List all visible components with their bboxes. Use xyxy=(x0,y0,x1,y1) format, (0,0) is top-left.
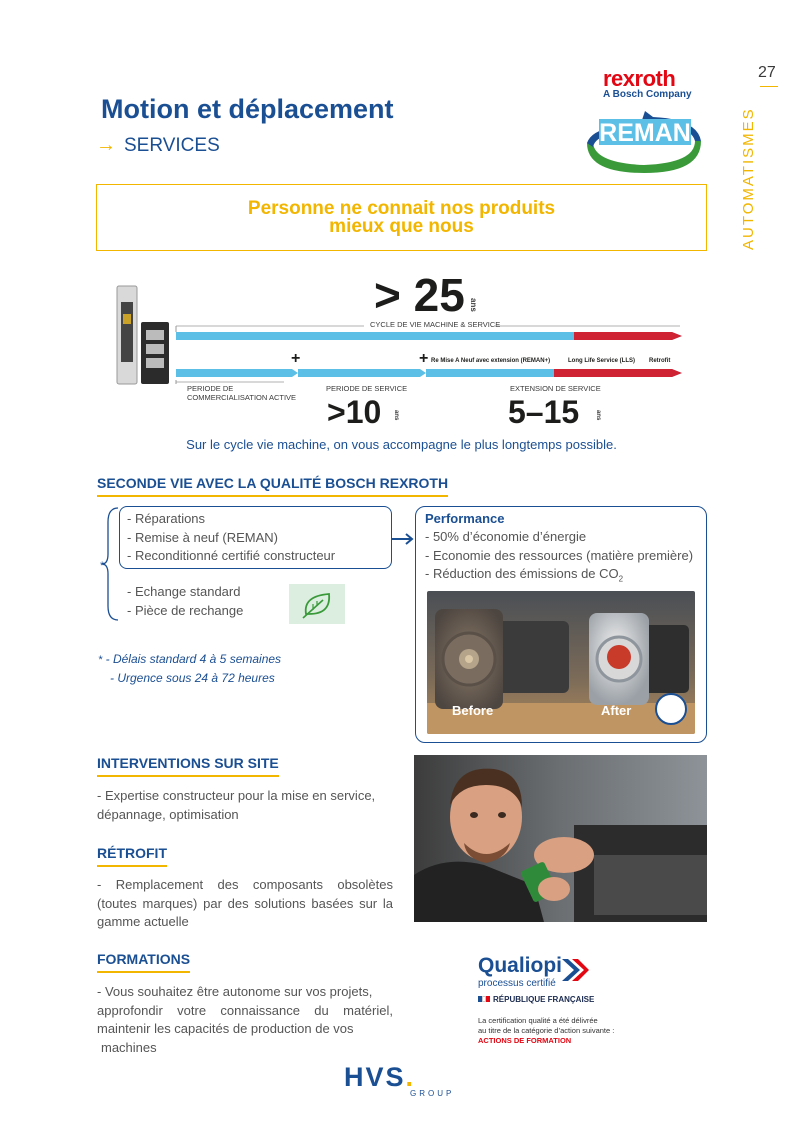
plus-sign-1: + xyxy=(291,350,301,367)
hvs-group-logo: HVS. xyxy=(344,1062,416,1092)
retrofit-heading: RÉTROFIT xyxy=(97,845,167,867)
timeline-caption: Sur le cycle vie machine, on vous accompagne le plus longtemps possible. xyxy=(186,437,617,452)
retrofit-text: - Remplacement des composants obsolètes (toutes marques) par des solutions basées sur la gamme actuelle xyxy=(97,877,393,929)
list-item: - Remise à neuf (REMAN) xyxy=(127,529,278,545)
formations-line: approfondir votre connaissance du matériel, xyxy=(97,1002,393,1018)
list-item: - Reconditionné certifié constructeur xyxy=(127,548,336,563)
page-subtitle: SERVICES xyxy=(124,135,220,156)
arrow-right-icon xyxy=(392,532,416,546)
interventions-heading: INTERVENTIONS SUR SITE xyxy=(97,755,279,777)
offer-retrofit: Retrofit xyxy=(649,358,671,364)
co2-subscript: 2 xyxy=(618,574,624,584)
rexroth-logo: rexroth xyxy=(603,66,676,91)
certification-note: La certification qualité a été délivrée au titre de la catégorie d’action suivante : ACTIONS DE FORMATION xyxy=(478,1016,658,1046)
note-standard: - Délais standard 4 à 5 semaines xyxy=(105,652,282,666)
formations-line: - Vous souhaitez être autonome sur vos projets, xyxy=(97,984,373,999)
phase-commercialisation-label: PERIODE DE COMMERCIALISATION ACTIVE xyxy=(187,384,297,402)
lifecycle-timeline xyxy=(174,322,686,384)
list-item: - Pièce de rechange xyxy=(127,602,244,618)
asterisk-mark: * xyxy=(98,654,103,666)
eco-leaf-icon xyxy=(289,584,345,624)
before-label: Before xyxy=(452,703,494,718)
note-urgent: - Urgence sous 24 à 72 heures xyxy=(110,671,275,685)
performance-list xyxy=(425,528,693,589)
banner-text xyxy=(96,200,707,236)
banner-line-1: Personne ne connait nos produits xyxy=(247,198,556,219)
list-item: - Echange standard xyxy=(127,584,241,599)
cert-action: ACTIONS DE FORMATION xyxy=(478,1036,572,1045)
phase-service-unit: ans xyxy=(393,410,399,421)
total-cycle-value: > 25 xyxy=(374,269,465,321)
performance-title: Performance xyxy=(425,511,505,526)
asterisk-mark: * xyxy=(100,560,105,572)
qualiopi-chevron-icon xyxy=(560,957,590,983)
republique-francaise: RÉPUBLIQUE FRANÇAISE xyxy=(478,995,594,1004)
phase-service-value: >10 xyxy=(327,394,382,430)
formations-line: machines xyxy=(101,1039,157,1055)
drive-product-image xyxy=(113,284,173,390)
phase-extension-value: 5–15 xyxy=(508,394,580,430)
side-label xyxy=(740,107,794,410)
page-number: 27 xyxy=(758,64,776,81)
total-cycle-unit: ans xyxy=(469,298,478,312)
hvs-group-text: GROUP xyxy=(410,1089,455,1098)
side-label-text: AUTOMATISMES xyxy=(740,107,757,250)
list-item: - Réparations xyxy=(127,511,206,526)
phase-extension-unit: ans xyxy=(595,410,601,421)
formations-line: maintenir les capacités de production de vos xyxy=(97,1021,354,1036)
rexroth-tagline: A Bosch Company xyxy=(603,89,692,100)
reman-badge-text: REMAN xyxy=(599,119,691,147)
after-label: After xyxy=(601,703,632,718)
phase-service-label: PERIODE DE SERVICE xyxy=(326,384,408,393)
page-number-divider xyxy=(760,86,778,87)
services-boxed-list xyxy=(127,510,335,566)
formations-heading: FORMATIONS xyxy=(97,951,190,973)
arrow-right-icon: → xyxy=(96,134,116,156)
formations-text xyxy=(97,983,393,1057)
list-item: - Réduction des émissions de $CO_2$ xyxy=(425,566,624,584)
offer-lls: Long Life Service (LLS) xyxy=(568,358,636,364)
delay-notes xyxy=(98,650,281,687)
list-item: - Economie des ressources (matière première) xyxy=(425,547,694,563)
services-other-list xyxy=(127,583,243,620)
qualiopi-sub: processus certifié xyxy=(478,978,556,989)
seconde-vie-heading: SECONDE VIE AVEC LA QUALITÉ BOSCH REXROTH xyxy=(97,475,448,497)
interventions-text: - Expertise constructeur pour la mise en service, dépannage, optimisation xyxy=(97,788,376,822)
plus-sign-2: + xyxy=(419,350,429,367)
list-item: - 50% d’économie d’énergie xyxy=(425,529,587,544)
total-cycle-label: CYCLE DE VIE MACHINE & SERVICE xyxy=(370,320,501,329)
banner-line-2: mieux que nous xyxy=(329,216,474,237)
page-title: Motion et déplacement xyxy=(101,94,394,124)
technician-photo xyxy=(414,755,707,922)
phase-extension-label: EXTENSION DE SERVICE xyxy=(510,384,601,393)
reman-badge xyxy=(583,101,705,177)
qualiopi-logo: Qualiopi xyxy=(478,954,562,977)
offer-reman-plus: Re Mise A Neuf avec extension (REMAN+) xyxy=(431,358,551,364)
